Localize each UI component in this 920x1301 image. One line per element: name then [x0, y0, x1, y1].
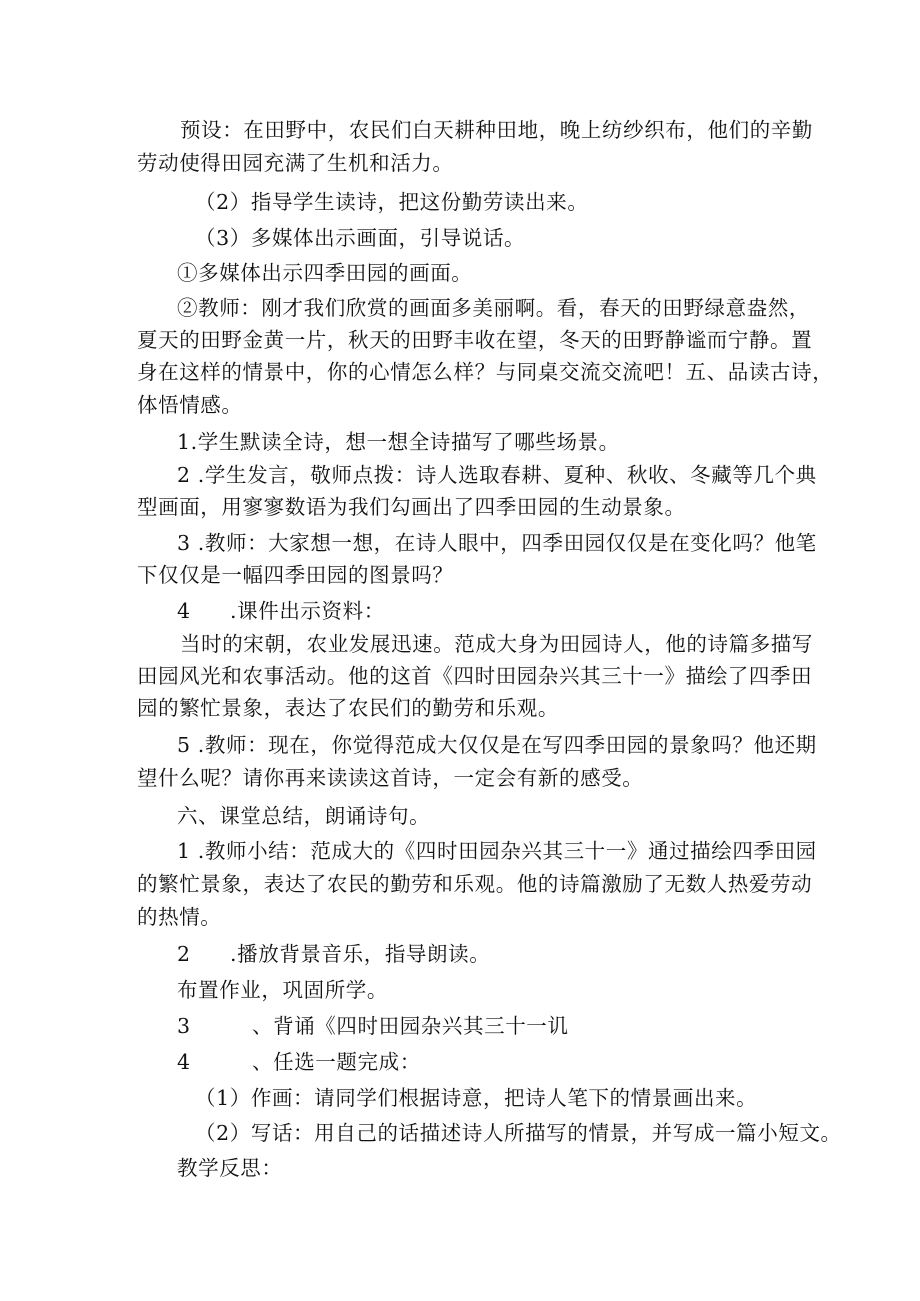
material-line1: 当时的宋朝，农业发展迅速。范成大身为田园诗人，他的诗篇多描写: [180, 632, 813, 656]
para-preset-line2: 劳动使得田园充满了生机和活力。: [137, 151, 454, 175]
homework-3-text: 、背诵《四时田园杂兴其三十一讥: [252, 1014, 569, 1038]
section-six-heading: 六、课堂总结，朗诵诗句。: [177, 804, 431, 828]
step-4-text: .课件出示资料：: [230, 599, 385, 623]
summary-1-line3: 的热情。: [137, 905, 222, 929]
step-5-line1: 5 .教师：现在，你觉得范成大仅仅是在写四季田园的景象吗？他还期: [177, 733, 817, 757]
summary-1-line1: 1 .教师小结：范成大的《四时田园杂兴其三十一》通过描绘四季田园: [177, 839, 817, 863]
material-line2: 田园风光和农事活动。他的这首《四时田园杂兴其三十一》描绘了四季田: [137, 664, 813, 688]
homework-4-number: 4: [177, 1050, 191, 1074]
summary-2-text: .播放背景音乐，指导朗读。: [230, 942, 491, 966]
summary-1-line2: 的繁忙景象，表达了农民的勤劳和乐观。他的诗篇激励了无数人热爱劳动: [137, 872, 813, 896]
para-preset-line1: 预设：在田野中，农民们白天耕种田地，晚上纺纱织布，他们的辛勤: [180, 118, 813, 142]
teaching-reflection: 教学反思：: [177, 1156, 283, 1180]
item-circle-2-line1: ②教师：刚才我们欣赏的画面多美丽啊。看，春天的田野绿意盎然，: [177, 296, 810, 320]
homework-4-text: 、任选一题完成：: [252, 1050, 421, 1074]
step-4-number: 4: [177, 599, 191, 623]
item-guide-reading: （2）指导学生读诗，把这份勤劳读出来。: [195, 190, 589, 214]
step-2-line2: 型画面，用寥寥数语为我们勾画出了四季田园的生动景象。: [137, 495, 686, 519]
item-circle-2-line3: 身在这样的情景中，你的心情怎么样？与同桌交流交流吧！五、品读古诗，: [137, 360, 834, 384]
item-circle-2-line4: 体悟情感。: [137, 393, 243, 417]
material-line3: 园的繁忙景象，表达了农民们的勤劳和乐观。: [137, 696, 559, 720]
summary-2-number: 2: [177, 942, 191, 966]
task-drawing: （1）作画：请同学们根据诗意，把诗人笔下的情景画出来。: [195, 1086, 758, 1110]
task-writing: （2）写话：用自己的话描述诗人所描写的情景，并写成一篇小短文。: [195, 1121, 842, 1145]
step-1: 1.学生默读全诗，想一想全诗描写了哪些场景。: [177, 430, 620, 454]
item-multimedia: （3）多媒体出示画面，引导说话。: [195, 226, 526, 250]
step-2-line1: 2 .学生发言，敬师点拨：诗人选取春耕、夏种、秋收、冬藏等几个典: [177, 463, 817, 487]
homework-heading: 布置作业，巩固所学。: [177, 978, 388, 1002]
item-circle-2-line2: 夏天的田野金黄一片，秋天的田野丰收在望，冬天的田野静谧而宁静。置: [137, 328, 813, 352]
step-3-line2: 下仅仅是一幅四季田园的图景吗？: [137, 563, 454, 587]
item-circle-1: ①多媒体出示四季田园的画面。: [177, 261, 473, 285]
homework-3-number: 3: [177, 1014, 191, 1038]
step-5-line2: 望什么呢？请你再来读读这首诗，一定会有新的感受。: [137, 766, 644, 790]
step-3-line1: 3 .教师：大家想一想，在诗人眼中，四季田园仅仅是在变化吗？他笔: [177, 531, 817, 555]
